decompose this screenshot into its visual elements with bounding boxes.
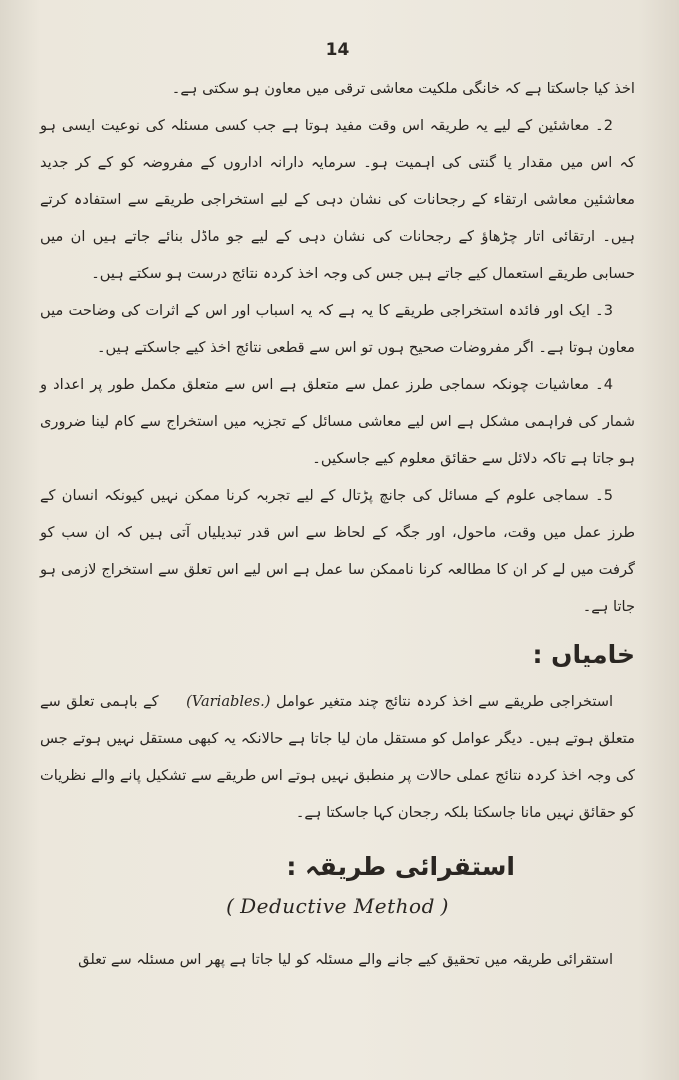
method-open-paren: ( [226,894,235,918]
page-number: 14 [325,40,350,60]
weaknesses-text-after: کے باہمی تعلق سے متعلق ہوتے ہیں۔ دیگر عوامل کو مستقل مان لیا جاتا ہے حالانکہ یہ کبھی مستقل نہیں ہوتے جس کی وجہ اخذ کردہ نتائج عملی حالات پر منطبق نہیں ہوتے اس طریقے سے تشکیل پانے والے نظریات کو حقائق نہیں مانا جاسکتا بلکہ رجحان کہا جاسکتا ہے۔ [40,693,635,821]
paragraph-point-4: 4۔ معاشیات چونکہ سماجی طرز عمل سے متعلق ہے اس سے متعلق مکمل طور پر اعداد و شمار کی فراہمی مشکل ہے اس لیے معاشی مسائل کے تجزیہ میں استخراج سے کام لینا ضروری ہو جاتا ہے تاکہ دلائل سے حقائق معلوم کیے جاسکیں۔ [40,376,635,467]
method-close-paren: ) [440,894,449,918]
method-english-label [40,891,635,923]
method-english-text: Deductive Method [240,894,435,918]
paragraph-point-5: 5۔ سماجی علوم کے مسائل کی جانچ پڑتال کے لیے تجربہ کرنا ممکن نہیں کیونکہ انسان کے طرز عمل میں وقت، ماحول، اور جگہ کے لحاظ سے اس قدر تبدیلیاں آتی ہیں کہ ان سب کو گرفت میں لے کر ان کا مطالعہ کرنا ناممکن سا عمل ہے اس لیے اس تعلق سے استخراج لازمی ہو جاتا ہے۔ [40,487,635,615]
variables-term: (Variables.) [186,693,271,710]
inductive-method-heading: استقرائی طریقہ : [286,852,515,881]
paragraph-continuation: اخذ کیا جاسکتا ہے کہ خانگی ملکیت معاشی ترقی میں معاون ہو سکتی ہے۔ [171,80,635,97]
weaknesses-text-before: استخراجی طریقے سے اخذ کردہ نتائج چند متغیر عوامل [276,693,614,710]
weaknesses-paragraph [40,683,635,831]
weaknesses-heading: خامیاں : [532,640,635,669]
page-content [40,70,635,978]
paragraph-point-3: 3۔ ایک اور فائدہ استخراجی طریقے کا یہ ہے کہ یہ اسباب اور اس کے اثرات کی وضاحت میں معاون ہوتا ہے۔ اگر مفروضات صحیح ہوں تو اس سے قطعی نتائج اخذ کیے جاسکتے ہیں۔ [40,302,635,356]
paragraph-point-2: 2۔ معاشئین کے لیے یہ طریقہ اس وقت مفید ہوتا ہے جب کسی مسئلہ کی نوعیت ایسی ہو کہ اس میں مقدار یا گنتی کی اہمیت ہو۔ سرمایہ دارانہ اداروں کے مفروضہ کو کے کر جدید معاشئین معاشی ارتقاء کے رجحانات کی نشان دہی کے لیے استخراجی طریقے سے استفادہ کرتے ہیں۔ ارتقائی اتار چڑھاؤ کے رجحانات کی نشان دہی کے لیے جو ماڈل بنائے جاتے ہیں ان میں حسابی طریقے استعمال کیے جاتے ہیں جس کی وجہ اخذ کردہ نتائج درست ہو سکتے ہیں۔ [40,117,635,282]
inductive-paragraph: استقرائی طریقہ میں تحقیق کیے جانے والے مسئلہ کو لیا جاتا ہے پھر اس مسئلہ سے تعلق [78,951,613,968]
